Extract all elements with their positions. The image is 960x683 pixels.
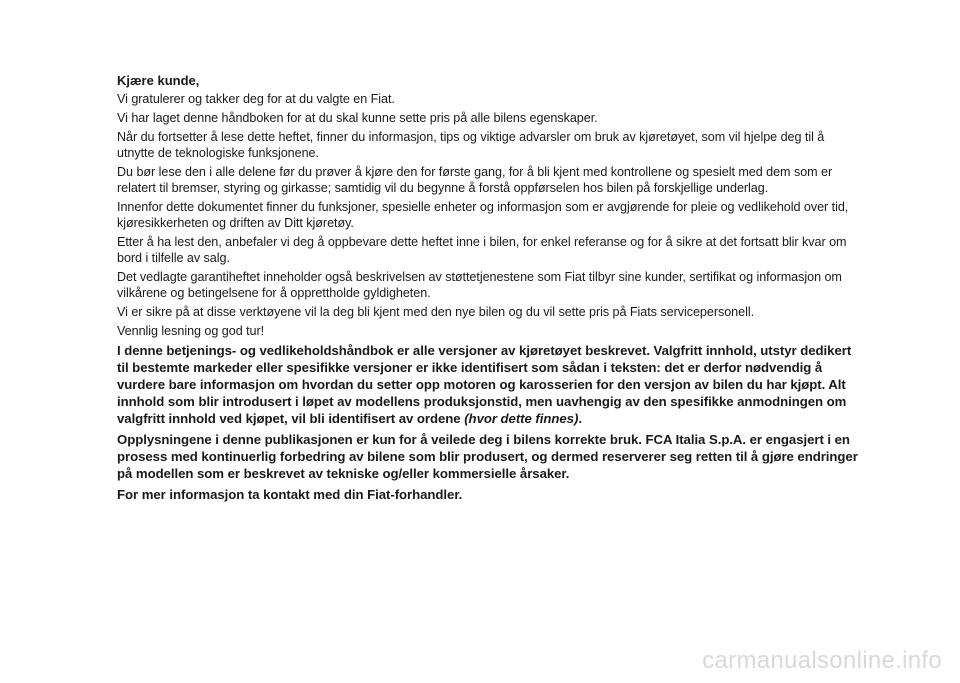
notice-versions-text: I denne betjenings- og vedlikeholdshåndbok er alle versjoner av kjøretøyet beskrevet. Valgfritt innhold, utstyr dedikert til bestemte markeder eller spesifikke versjoner er ikke identifisert som sådan i teksten: det er derfor nødvendig å vurdere bare informasjon om hvordan du setter opp motoren og karosserien for den versjon av bilen du har kjøpt. Alt innhold som blir introdusert i løpet av modellens produksjonstid, men uavhengig av den spesifikke anmodningen om valgfritt innhold ved kjøpet, vil bli identifisert av ordene [117,343,852,426]
paragraph-read-before-driving: Du bør lese den i alle delene før du prøver å kjøre den for første gang, for å bli kjent med kontrollene og spesielt med dem som er relatert til bremser, styring og girkasse; samtidig vil du begynne å forstå oppførselen hos bilen på forskjellige underlag. [117,165,833,195]
paragraph-purpose: Vi har laget denne håndboken for at du skal kunne sette pris på alle bilens egenskaper. [117,111,598,125]
notice-publication: Opplysningene i denne publikasjonen er kun for å veilede deg i bilens korrekte bruk. FCA Italia S.p.A. er engasjert i en prosess med kontinuerlig forbedring av bilene som blir produsert, og dermed reserverer seg retten til å gjøre endringer på modellen som er beskrevet av tekniske og/eller kommersielle årsaker. [117,432,858,481]
notice-versions [117,342,859,427]
watermark: carmanualsonline.info [702,647,942,674]
paragraph-service: Vi er sikre på at disse verktøyene vil la deg bli kjent med den nye bilen og du vil sette pris på Fiats servicepersonell. [117,305,755,319]
notice-versions-italic: (hvor dette finnes) [464,411,579,426]
paragraph-reading-tips: Når du fortsetter å lese dette heftet, finner du informasjon, tips og viktige advarsler om bruk av kjøretøyet, som vil hjelpe deg til å utnytte de teknologiske funksjonene. [117,130,825,160]
document-body [117,73,859,507]
greeting: Kjære kunde, [117,73,200,88]
notice-contact-dealer: For mer informasjon ta kontakt med din Fiat-forhandler. [117,487,463,502]
paragraph-congratulations: Vi gratulerer og takker deg for at du valgte en Fiat. [117,92,395,106]
notice-versions-end: . [578,411,582,426]
paragraph-keep-in-car: Etter å ha lest den, anbefaler vi deg å oppbevare dette heftet inne i bilen, for enkel referanse og for å sikre at det fortsatt blir kvar om bord i tilfelle av salg. [117,235,847,265]
paragraph-maintenance-info: Innenfor dette dokumentet finner du funksjoner, spesielle enheter og informasjon som er avgjørende for pleie og vedlikehold over tid, kjøresikkerheten og driften av Ditt kjøretøy. [117,200,849,230]
paragraph-farewell: Vennlig lesning og god tur! [117,324,265,338]
paragraph-warranty: Det vedlagte garantiheftet inneholder også beskrivelsen av støttetjenestene som Fiat tilbyr sine kunder, sertifikat og informasjon om vilkårene og betingelsene for å opprettholde gyldigheten. [117,270,842,300]
